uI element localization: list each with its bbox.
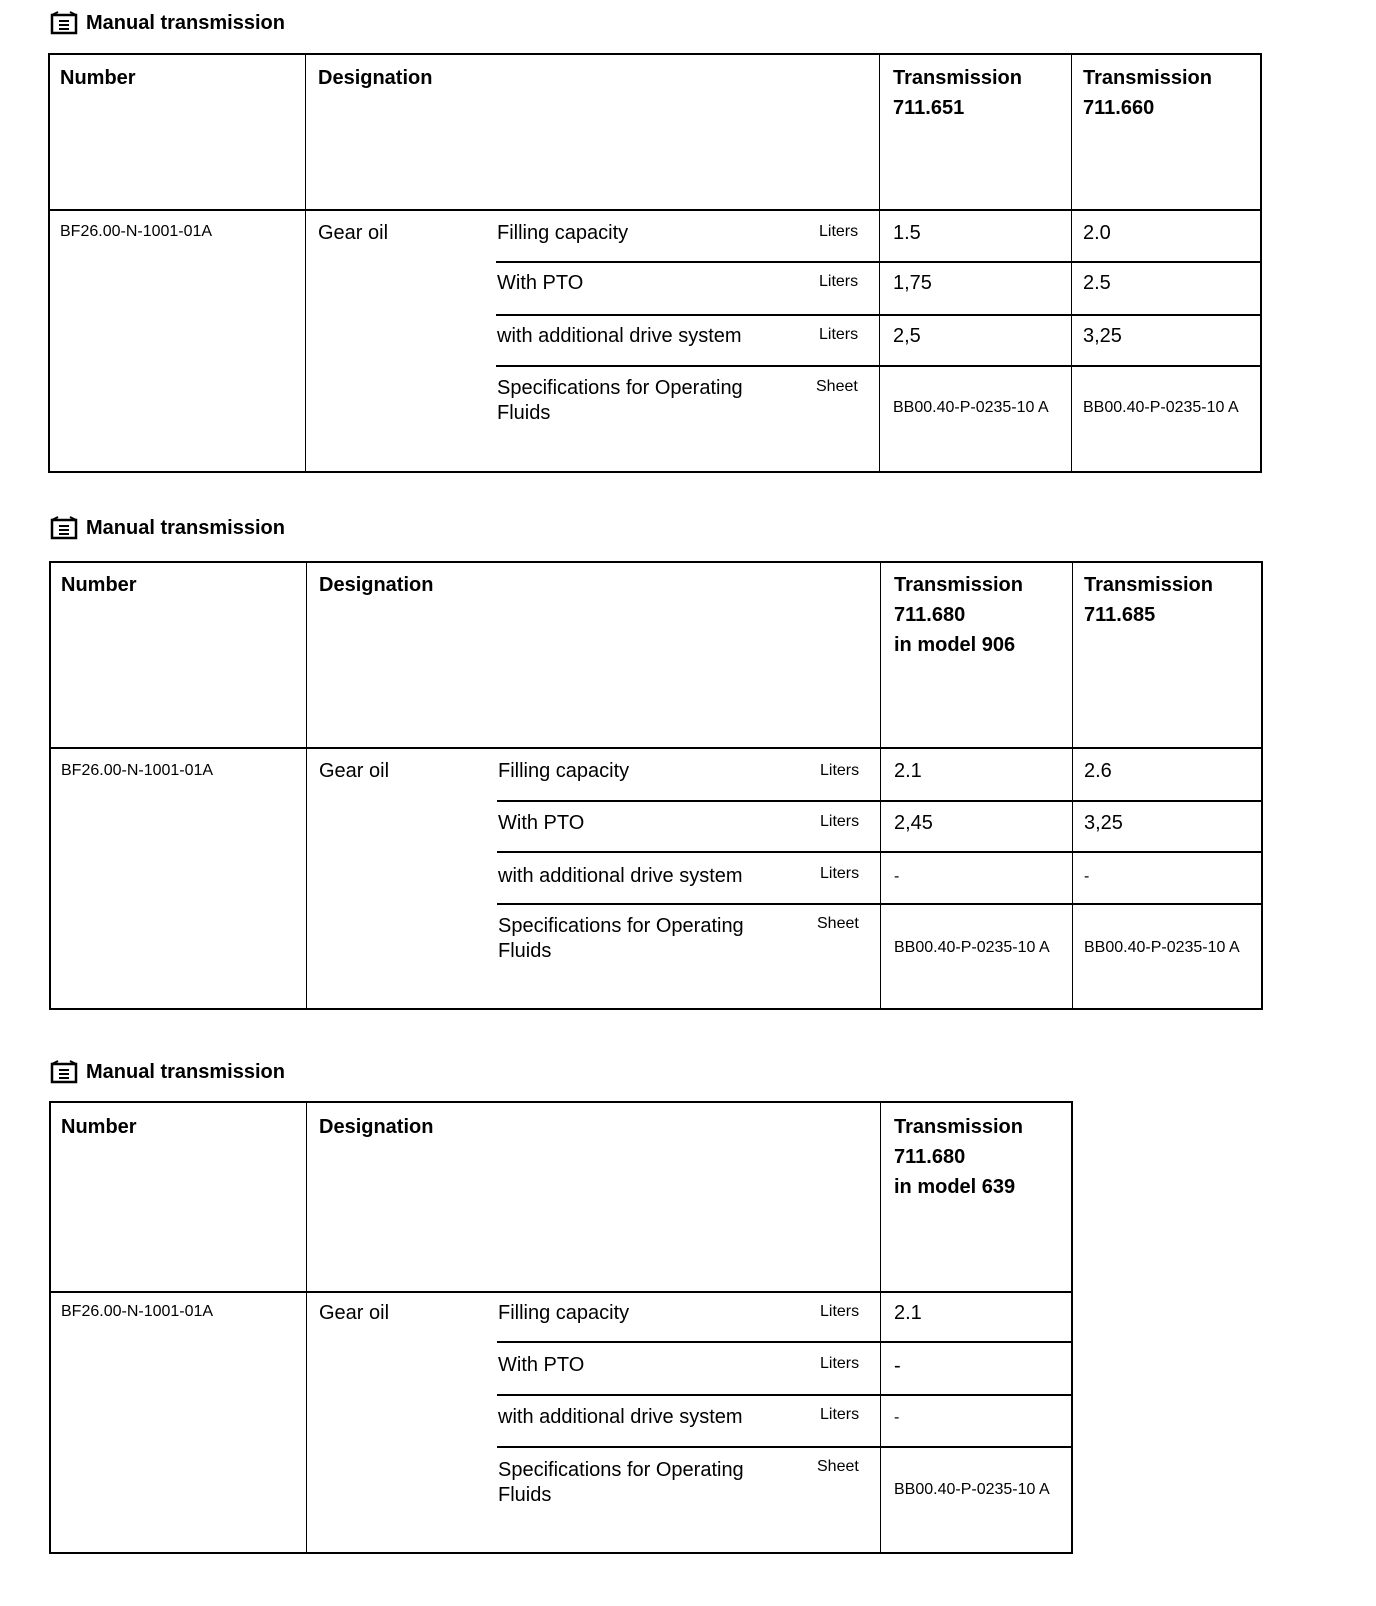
row-unit: Liters bbox=[820, 1406, 860, 1423]
row-value-a: 2.1 bbox=[894, 1302, 922, 1324]
document-list-icon bbox=[50, 11, 78, 35]
document-list-icon bbox=[50, 516, 78, 540]
header-number: Number bbox=[61, 1116, 137, 1138]
number-value: BF26.00-N-1001-01A bbox=[61, 762, 214, 779]
row-label: Filling capacity bbox=[497, 222, 629, 244]
row-label: Filling capacity bbox=[498, 1302, 630, 1324]
row-value-b: 3,25 bbox=[1084, 812, 1123, 834]
row-label: Specifications for Operating Fluids bbox=[498, 1459, 744, 1506]
row-unit: Liters bbox=[820, 813, 860, 830]
header-separator bbox=[51, 1291, 1071, 1293]
section-heading bbox=[50, 1059, 285, 1085]
header-number: Number bbox=[61, 574, 137, 596]
row-unit: Liters bbox=[820, 1303, 860, 1320]
row-unit: Liters bbox=[820, 1355, 860, 1372]
header-transmission-a: Transmission 711.680 in model 639 bbox=[894, 1116, 1023, 1198]
row-value-a: 2.1 bbox=[894, 760, 922, 782]
row-value-b: 2.6 bbox=[1084, 760, 1112, 782]
row-unit: Liters bbox=[819, 273, 859, 290]
heading-text: Manual transmission bbox=[86, 516, 285, 539]
row-unit: Liters bbox=[820, 762, 860, 779]
row-label: With PTO bbox=[498, 812, 585, 834]
row-value-b: BB00.40-P-0235-10 A bbox=[1083, 399, 1239, 416]
row-value-b: BB00.40-P-0235-10 A bbox=[1084, 939, 1240, 956]
row-label: With PTO bbox=[498, 1354, 585, 1376]
row-value-b: 2.5 bbox=[1083, 272, 1111, 294]
designation-value: Gear oil bbox=[319, 1302, 390, 1324]
row-value-a: BB00.40-P-0235-10 A bbox=[894, 939, 1050, 956]
row-value-a: BB00.40-P-0235-10 A bbox=[894, 1481, 1050, 1498]
row-label: with additional drive system bbox=[497, 325, 742, 347]
row-label: Filling capacity bbox=[498, 760, 630, 782]
row-value-a: 2,45 bbox=[894, 812, 933, 834]
row-value-a: 1,75 bbox=[893, 272, 932, 294]
row-label: Specifications for Operating Fluids bbox=[497, 377, 743, 424]
row-label: with additional drive system bbox=[498, 865, 743, 887]
row-value-a: - bbox=[894, 1409, 900, 1426]
row-label: With PTO bbox=[497, 272, 584, 294]
header-transmission-b: Transmission 711.685 bbox=[1084, 574, 1213, 626]
row-unit: Sheet bbox=[817, 915, 859, 932]
row-unit: Liters bbox=[819, 223, 859, 240]
row-unit: Sheet bbox=[817, 1458, 859, 1475]
row-unit: Sheet bbox=[816, 378, 858, 395]
fluids-table bbox=[48, 53, 1262, 473]
row-label: with additional drive system bbox=[498, 1406, 743, 1428]
header-transmission-b: Transmission 711.660 bbox=[1083, 67, 1212, 119]
section-heading bbox=[50, 10, 285, 36]
row-value-a: 2,5 bbox=[893, 325, 921, 347]
designation-value: Gear oil bbox=[318, 222, 389, 244]
header-separator bbox=[50, 209, 1260, 211]
row-value-a: - bbox=[894, 868, 900, 885]
heading-text: Manual transmission bbox=[86, 11, 285, 34]
heading-text: Manual transmission bbox=[86, 1060, 285, 1083]
row-value-b: - bbox=[1084, 868, 1090, 885]
number-value: BF26.00-N-1001-01A bbox=[60, 223, 213, 240]
header-designation: Designation bbox=[318, 67, 433, 89]
row-label: Specifications for Operating Fluids bbox=[498, 915, 744, 962]
row-unit: Liters bbox=[820, 865, 860, 882]
row-value-a: 1.5 bbox=[893, 222, 921, 244]
document-list-icon bbox=[50, 1060, 78, 1084]
number-value: BF26.00-N-1001-01A bbox=[61, 1303, 214, 1320]
header-number: Number bbox=[60, 67, 136, 89]
designation-value: Gear oil bbox=[319, 760, 390, 782]
header-transmission-a: Transmission 711.680 in model 906 bbox=[894, 574, 1023, 656]
header-separator bbox=[51, 747, 1261, 749]
fluids-table bbox=[49, 561, 1263, 1010]
fluids-table bbox=[49, 1101, 1073, 1554]
row-value-a: - bbox=[894, 1355, 901, 1377]
header-designation: Designation bbox=[319, 1116, 434, 1138]
row-value-b: 3,25 bbox=[1083, 325, 1122, 347]
header-designation: Designation bbox=[319, 574, 434, 596]
row-unit: Liters bbox=[819, 326, 859, 343]
section-heading bbox=[50, 515, 285, 541]
header-transmission-a: Transmission 711.651 bbox=[893, 67, 1022, 119]
row-value-b: 2.0 bbox=[1083, 222, 1111, 244]
row-value-a: BB00.40-P-0235-10 A bbox=[893, 399, 1049, 416]
